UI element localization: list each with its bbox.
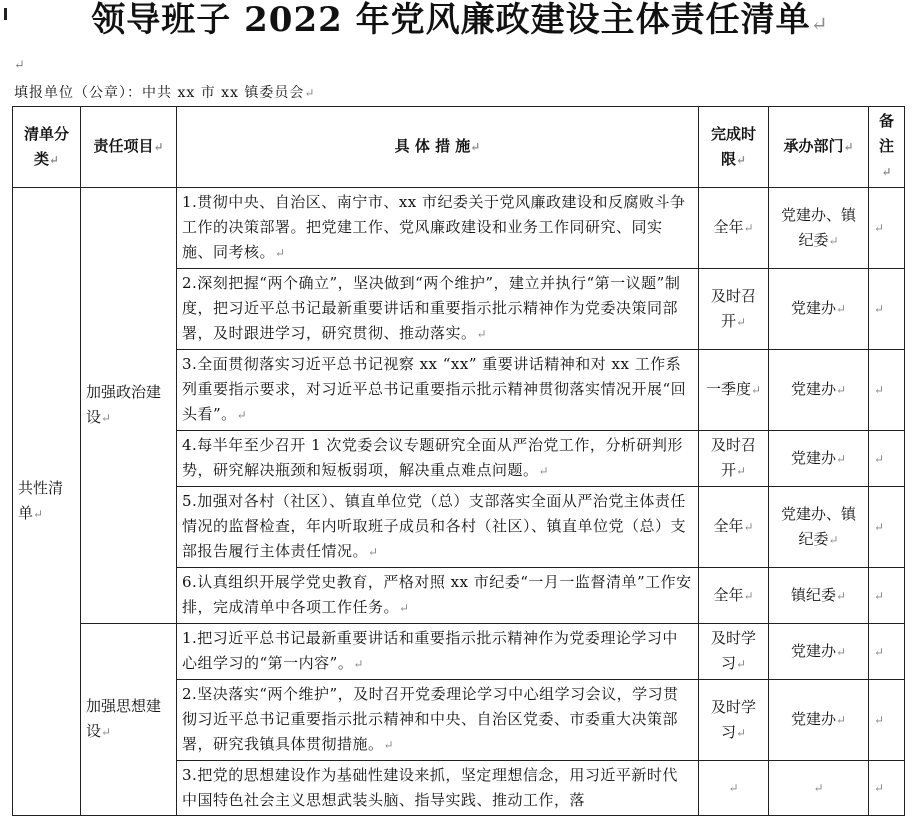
note-cell: ↵ <box>869 350 905 431</box>
time-cell: 及时召开↵ <box>699 431 769 487</box>
dept-cell: 党建办↵ <box>769 624 869 680</box>
item-cell-ideological: 加强思想建设↵ <box>81 624 177 816</box>
time-cell: 全年↵ <box>699 188 769 269</box>
measure-cell: 3.把党的思想建设作为基础性建设来抓，坚定理想信念，用习近平新时代中国特色社会主义思想武装头脑、指导实践、推动工作，落 <box>177 761 699 816</box>
table-row <box>13 624 905 680</box>
unit-line-text: 填报单位（公章）：中共 xx 市 xx 镇委员会 <box>14 85 305 101</box>
time-cell: 全年↵ <box>699 568 769 624</box>
dept-cell: ↵ <box>769 761 869 816</box>
time-cell: 及时学习↵ <box>699 624 769 680</box>
page-title <box>0 0 920 44</box>
paragraph-mark: ↵ <box>304 86 316 100</box>
paragraph-mark: ↵ <box>810 12 829 36</box>
note-cell: ↵ <box>869 269 905 350</box>
header-category: 清单分类↵ <box>13 107 81 188</box>
dept-cell: 党建办↵ <box>769 350 869 431</box>
measure-cell: 2.深刻把握“两个确立”，坚决做到“两个维护”，建立并执行“第一议题”制度，把习近平总书记最新重要讲话和重要指示批示精神作为党委决策同部署，及时跟进学习，研究贯彻、推动落实。↵ <box>177 269 699 350</box>
note-cell: ↵ <box>869 568 905 624</box>
note-cell: ↵ <box>869 680 905 761</box>
measure-cell: 6.认真组织开展学党史教育，严格对照 xx 市纪委“一月一监督清单”工作安排，完成清单中各项工作任务。↵ <box>177 568 699 624</box>
dept-cell: 党建办↵ <box>769 680 869 761</box>
responsibility-table <box>12 106 905 816</box>
dept-cell: 镇纪委↵ <box>769 568 869 624</box>
dept-cell: 党建办、镇纪委↵ <box>769 487 869 568</box>
unit-line <box>14 82 315 102</box>
header-time: 完成时限↵ <box>699 107 769 188</box>
table-row <box>13 188 905 269</box>
header-dept: 承办部门↵ <box>769 107 869 188</box>
note-cell: ↵ <box>869 188 905 269</box>
measure-cell: 1.把习近平总书记最新重要讲话和重要指示批示精神作为党委理论学习中心组学习的“第一内容”。↵ <box>177 624 699 680</box>
measure-cell: 2.坚决落实“两个维护”，及时召开党委理论学习中心组学习会议，学习贯彻习近平总书记重要指示批示精神和中央、自治区党委、市委重大决策部署，研究我镇具体贯彻措施。↵ <box>177 680 699 761</box>
dept-cell: 党建办↵ <box>769 269 869 350</box>
time-cell: 一季度↵ <box>699 350 769 431</box>
note-cell: ↵ <box>869 487 905 568</box>
note-cell: ↵ <box>869 624 905 680</box>
title-text: 领导班子 2022 年党风廉政建设主体责任清单 <box>91 0 811 40</box>
time-cell: ↵ <box>699 761 769 816</box>
note-cell: ↵ <box>869 761 905 816</box>
dept-cell: 党建办、镇纪委↵ <box>769 188 869 269</box>
item-cell-political: 加强政治建设↵ <box>81 188 177 624</box>
time-cell: 全年↵ <box>699 487 769 568</box>
measure-cell: 1.贯彻中央、自治区、南宁市、xx 市纪委关于党风廉政建设和反腐败斗争工作的决策部署。把党建工作、党风廉政建设和业务工作同研究、同实施、同考核。↵ <box>177 188 699 269</box>
note-cell: ↵ <box>869 431 905 487</box>
table-header-row <box>13 107 905 188</box>
measure-cell: 5.加强对各村（社区）、镇直单位党（总）支部落实全面从严治党主体责任情况的监督检查，年内听取班子成员和各村（社区）、镇直单位党（总）支部报告履行主体责任情况。↵ <box>177 487 699 568</box>
header-item: 责任项目↵ <box>81 107 177 188</box>
measure-cell: 3.全面贯彻落实习近平总书记视察 xx “xx” 重要讲话精神和对 xx 工作系列重要指示要求，对习近平总书记重要指示批示精神贯彻落实情况开展“回头看”。↵ <box>177 350 699 431</box>
category-cell: 共性清单↵ <box>13 188 81 816</box>
header-measures: 具 体 措 施↵ <box>177 107 699 188</box>
measure-cell: 4.每半年至少召开 1 次党委会议专题研究全面从严治党工作，分析研判形势，研究解决瓶颈和短板弱项，解决重点难点问题。↵ <box>177 431 699 487</box>
time-cell: 及时召开↵ <box>699 269 769 350</box>
dept-cell: 党建办↵ <box>769 431 869 487</box>
paragraph-mark: ↵ <box>14 58 25 73</box>
header-note: 备注↵ <box>869 107 905 188</box>
time-cell: 及时学习↵ <box>699 680 769 761</box>
